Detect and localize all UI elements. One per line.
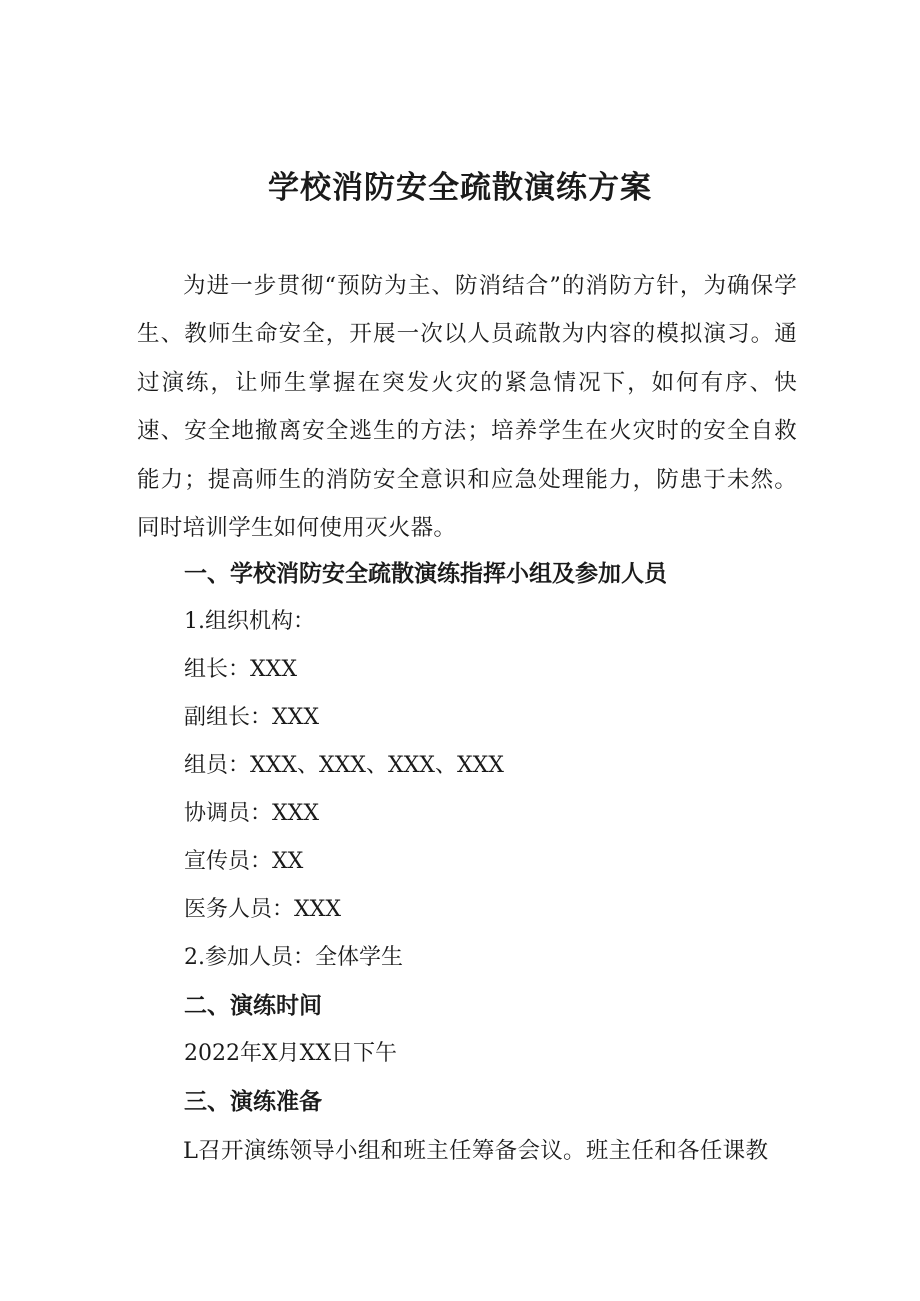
preparation-item-1: L召开演练领导小组和班主任筹备会议。班主任和各任课教 <box>183 1138 769 1164</box>
drill-time-line: 2022年X月XX日下午 <box>184 1041 397 1066</box>
members-line: 组员：XXX、XXX、XXX、XXX <box>184 753 504 778</box>
deputy-leader-line: 副组长：XXX <box>184 705 319 730</box>
intro-paragraph: 为进一步贯彻“预防为主、防消结合”的消防方针，为确保学生、教师生命安全，开展一次以人员疏散为内容的模拟演习。通过演练，让师生掌握在突发火灾的紧急情况下，如何有序、快速、安全地撤离安全逃生的方法；培养学生在火灾时的安全自救能力；提高师生的消防安全意识和应急处理能力，防患于未然。同时培训学生如何使用灭火器。 <box>137 273 797 542</box>
coordinator-line: 协调员：XXX <box>184 801 319 826</box>
section-heading-time: 二、演练时间 <box>184 993 322 1019</box>
section-heading-organization: 一、学校消防安全疏散演练指挥小组及参加人员 <box>184 561 667 587</box>
leader-line: 组长：XXX <box>184 657 297 682</box>
org-structure-label: 1.组织机构： <box>184 609 315 634</box>
participants-line: 2.参加人员：全体学生 <box>184 945 403 970</box>
section-heading-preparation: 三、演练准备 <box>184 1089 322 1115</box>
publicist-line: 宣传员：XX <box>184 849 304 874</box>
medical-staff-line: 医务人员：XXX <box>184 897 341 922</box>
document-title: 学校消防安全疏散演练方案 <box>268 170 652 206</box>
